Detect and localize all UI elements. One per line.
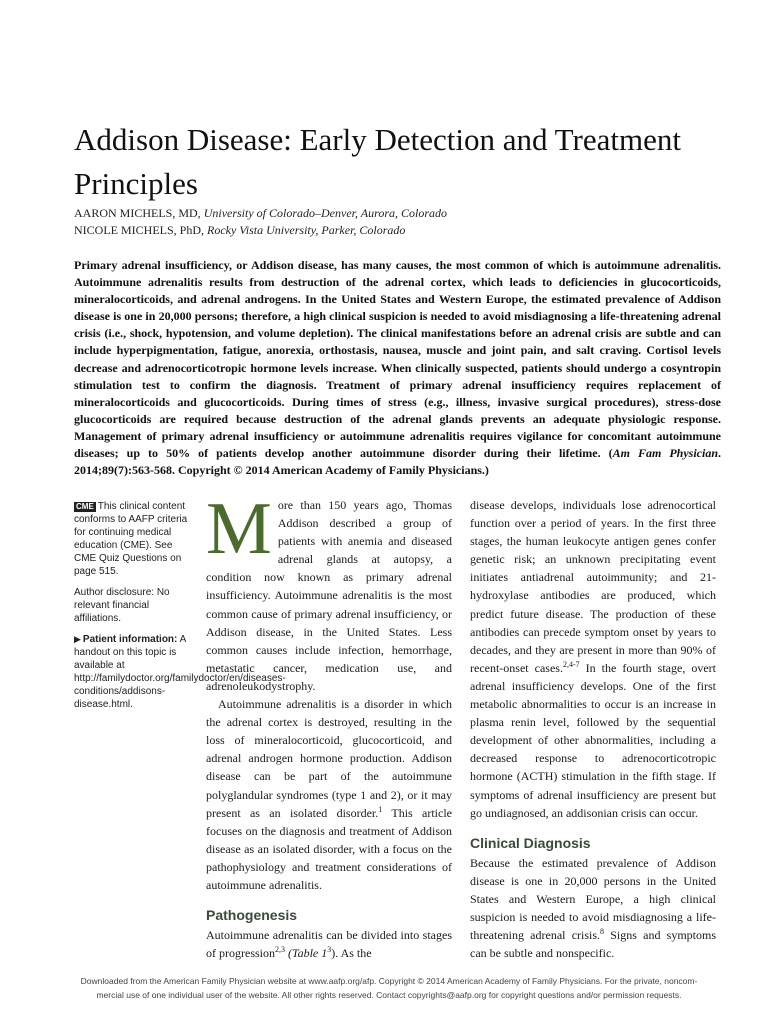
body-column-1 <box>206 488 453 962</box>
copyright-footer <box>74 974 704 1002</box>
footer-line: mercial use of one individual user of the website. All other rights reserved. Contact copyrights@aafp.org for copyright questions and/or permission requests. <box>96 990 682 1000</box>
footer-line: Downloaded from the American Family Physician website at www.aafp.org/afp. Copyright © 2014 American Academy of Family Physicians. For the private, noncom- <box>80 976 698 986</box>
citation-sup: 2,4-7 <box>562 659 580 669</box>
patient-info-text: A handout on this topic is available at http://familydoctor.org/familydoctor/en/diseases-conditions/addisons-disease.html. <box>74 634 286 710</box>
paragraph <box>206 695 452 894</box>
author-affiliation: University of Colorado–Denver, Aurora, Colorado <box>203 206 448 220</box>
patient-info-label: Patient information: <box>82 634 178 645</box>
author-name: NICOLE MICHELS, PhD, <box>74 223 205 237</box>
paragraph <box>206 926 452 962</box>
sidebar-notes <box>74 500 286 719</box>
author-name: AARON MICHELS, MD, <box>74 206 201 220</box>
abstract-citation: . 2014;89(7):563-568. Copyright © 2014 American Academy of Family Physicians.) <box>74 446 721 478</box>
paragraph-text: Because the estimated prevalence of Addison disease is one in 20,000 persons in the United States and Western Europe, a high clinical suspicion is needed to avoid misdiagnosing a life-threatening adrenal crisis. <box>470 855 716 943</box>
citation-sup: 1 <box>378 804 383 814</box>
author-aaron-michels <box>74 205 447 221</box>
drop-cap: M <box>206 488 272 570</box>
paragraph-text: Autoimmune adrenalitis is a disorder in which the adrenal cortex is destroyed, resulting in the loss of mineralocorticoid, glucocorticoid, and adrenal androgen hormone production. Addison disease can be part of the autoimmune polyglandular syndromes (type 1 and 2), or it may present as an isolated disorder. <box>206 697 452 820</box>
intro-text: ore than 150 years ago, Thomas Addison described a group of patients with anemia and diseased adrenal glands at autopsy, a condition now known as primary adrenal insufficiency. Autoimmune adrenalitis is the most common cause of primary adrenal insufficiency, or Addison disease, in the United States. Less common causes include infection, hemorrhage, metastatic cancer, medication use, and adrenoleukodystrophy. <box>206 498 452 693</box>
intro-paragraph <box>206 488 452 695</box>
author-affiliation: Rocky Vista University, Parker, Colorado <box>207 223 406 237</box>
article-title: Addison Disease: Early Detection and Treatment Principles <box>74 122 681 201</box>
paragraph <box>470 496 716 822</box>
paragraph-text: disease develops, individuals lose adrenocortical function over a period of years. In the first three stages, the human leukocyte antigen genes confer genetic risk; an unknown precipitating event initiates antiadrenal autoimmunity; and 21-hydroxylase antibodies are produced, which predict future disease. The production of these antibodies can precede symptom onset by years to decades, and they are present in more than 90% of recent-onset cases. <box>470 498 716 675</box>
cme-note <box>74 500 192 578</box>
cme-badge: CME <box>76 502 94 511</box>
abstract-journal: Am Fam Physician <box>612 446 718 461</box>
abstract-text: Primary adrenal insufficiency, or Addison disease, has many causes, the most common of which is autoimmune adrenalitis. Autoimmune adrenalitis results from destruction of the adrenal cortex, which leads to deficiencies in glucocorticoids, mineralocorticoids, and adrenal androgens. In the United States and Western Europe, the estimated prevalence of Addison disease is one in 20,000 persons; therefore, a high clinical suspicion is needed to avoid misdiagnosing a life-threatening adrenal crisis (i.e., shock, hypotension, and volume depletion). The clinical manifestations before an adrenal crisis are subtle and can include hyperpigmentation, fatigue, anorexia, orthostasis, nausea, muscle and joint pain, and salt craving. Cortisol levels decrease and adrenocorticotropic hormone levels increase. When clinically suspected, patients should undergo a cosyntropin stimulation test to confirm the diagnosis. Treatment of primary adrenal insufficiency requires replacement of mineralocorticoids and glucocorticoids. During times of stress (e.g., illness, invasive surgical procedures), stress-dose glucocorticoids are required because destruction of the adrenal glands prevents an adequate physiologic response. Management of primary adrenal insufficiency or autoimmune adrenalitis requires vigilance for concomitant autoimmune diseases; up to 50% of patients develop another autoimmune disorder during their lifetime. ( <box>74 258 721 461</box>
heading-pathogenesis: Pathogenesis <box>206 907 298 924</box>
paragraph-text: Signs and symptoms can be subtle and nonspecific. <box>470 928 716 961</box>
citation-sup: 8 <box>600 927 605 937</box>
author-nicole-michels <box>74 222 405 238</box>
paragraph-text: This article focuses on the diagnosis and treatment of Addison disease as an isolated disorder, with a focus on the pathophysiology and treatment considerations of autoimmune adrenalitis. <box>206 805 453 892</box>
body-column-2 <box>470 496 716 962</box>
author-disclosure: Author disclosure: No relevant financial affiliations. <box>74 587 170 624</box>
triangle-right-icon: ▶ <box>74 634 81 644</box>
paragraph-text: In the fourth stage, overt adrenal insufficiency develops. One of the first metabolic abnormalities to occur is an increase in plasma renin level, followed by the sequential development of other abnormalities, including a decreased response to adrenocorticotropic hormone (ACTH) stimulation in the fifth stage. If symptoms of adrenal insufficiency are present but go undiagnosed, an addisonian crisis can occur. <box>470 660 717 820</box>
citation-sup: 2,3 <box>275 945 285 955</box>
paragraph-text: ). As the <box>331 946 372 961</box>
citation-sup: 3 <box>327 945 332 955</box>
heading-clinical-diagnosis: Clinical Diagnosis <box>470 834 591 851</box>
paragraph <box>470 854 716 963</box>
cme-text: This clinical content conforms to AAFP criteria for continuing medical education (CME). See CME Quiz Questions on page 515. <box>74 501 188 577</box>
table-ref: (Table 1 <box>288 946 328 961</box>
paragraph-text: Autoimmune adrenalitis can be divided into stages of progression <box>206 928 452 961</box>
patient-information <box>74 633 286 711</box>
abstract <box>74 257 721 479</box>
